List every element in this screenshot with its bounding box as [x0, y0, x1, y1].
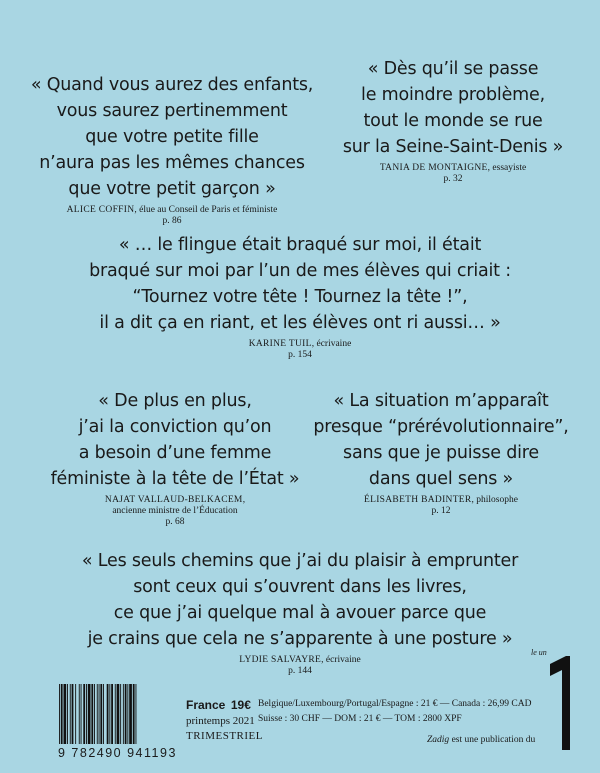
barcode-bar — [129, 684, 132, 744]
quote-line: sont ceux qui s’ouvrent dans les livres, — [133, 577, 467, 597]
quote-line: il a dit ça en riant, et les élèves ont ri aussi… » — [99, 313, 501, 333]
barcode-bar — [72, 684, 74, 744]
quote-attribution — [318, 163, 588, 185]
page-ref: p. 32 — [443, 174, 463, 184]
quote-text — [40, 548, 560, 652]
quote-line: a besoin d’une femme — [78, 443, 272, 463]
author-role: , écrivaine — [311, 339, 352, 349]
page-ref: p. 86 — [162, 216, 182, 226]
international-prices-line: Suisse : 30 CHF — DOM : 21 € — TOM : 2800 XPF — [258, 714, 462, 724]
page-ref: p. 154 — [288, 350, 312, 360]
le-un-logo — [532, 650, 580, 752]
barcode-bar — [94, 684, 95, 744]
barcode-bar — [133, 684, 135, 744]
quote-line: féministe à la tête de l’État » — [50, 469, 300, 489]
barcode-bar — [61, 684, 63, 744]
barcode-icon — [58, 684, 176, 744]
quote-line: « La situation m’apparaît — [333, 391, 549, 411]
international-prices — [258, 697, 531, 727]
quote-attribution — [40, 495, 310, 528]
barcode-bar — [115, 684, 116, 744]
author-role: , — [242, 495, 246, 505]
quote-line: sans que je puisse dire — [343, 443, 539, 463]
barcode-bar — [111, 684, 113, 744]
page-ref: p. 144 — [288, 666, 312, 676]
publisher-note — [427, 735, 535, 745]
quote-line: « De plus en plus, — [98, 391, 252, 411]
quote-line: que votre petite fille — [85, 127, 259, 147]
quote-line: ce que j’ai quelque mal à avouer parce que — [113, 603, 487, 623]
author-name: KARINE TUIL — [248, 339, 312, 349]
barcode-bar — [120, 684, 121, 744]
isbn-number: 9 782490 941193 — [58, 746, 177, 760]
barcode-bar — [123, 684, 124, 744]
quote-alice-coffin — [22, 72, 322, 227]
barcode-bar — [117, 684, 120, 744]
quote-line: j’ai la conviction qu’on — [78, 417, 272, 437]
quote-lydie-salvayre — [40, 548, 560, 677]
barcode-bar — [79, 684, 80, 744]
quote-line: dans quel sens » — [368, 469, 514, 489]
quote-line: je crains que cela ne s’apparente à une posture » — [87, 629, 513, 649]
quote-text — [318, 56, 588, 160]
author-role: , essayiste — [487, 163, 527, 173]
barcode-bar — [107, 684, 109, 744]
quote-najat-vallaud-belkacem — [40, 388, 310, 528]
publication-frequency: TRIMESTRIEL — [186, 730, 263, 742]
quote-text — [40, 388, 310, 492]
barcode-bar — [70, 684, 71, 744]
quote-line: le moindre problème, — [361, 85, 545, 105]
barcode-bar — [81, 684, 82, 744]
author-name: TANIA DE MONTAIGNE — [379, 163, 488, 173]
quote-tania-de-montaigne — [318, 56, 588, 185]
barcode-bar — [67, 684, 68, 744]
author-role: , élue au Conseil de Paris et féministe — [134, 205, 278, 215]
barcode-bar — [75, 684, 76, 744]
barcode-bar — [127, 684, 128, 744]
quote-line: « Dès qu’il se passe — [367, 59, 539, 79]
quote-text — [300, 388, 582, 492]
quote-karine-tuil — [40, 232, 560, 361]
barcode-bar — [83, 684, 85, 744]
author-role: , philosophe — [471, 495, 518, 505]
quote-line: « Les seuls chemins que j’ai du plaisir à emprunter — [81, 551, 519, 571]
quote-attribution — [22, 205, 322, 227]
barcode-bar — [86, 684, 87, 744]
publisher-name: Zadig — [427, 735, 450, 745]
quote-line: « Quand vous aurez des enfants, — [30, 75, 314, 95]
issue-season: printemps 2021 — [186, 715, 255, 727]
price-block — [186, 698, 263, 744]
barcode-bar — [64, 684, 67, 744]
barcode-bar — [100, 684, 102, 744]
quote-line: presque “prérévolutionnaire”, — [313, 417, 569, 437]
international-prices-line: Belgique/Luxembourg/Portugal/Espagne : 21 € — Canada : 26,99 CAD — [258, 699, 532, 709]
quote-text — [22, 72, 322, 202]
barcode-bar — [136, 684, 137, 744]
quote-line: vous saurez pertinemment — [56, 101, 288, 121]
publisher-note-text: est une publication du — [449, 735, 536, 745]
author-name: ALICE COFFIN — [66, 205, 135, 215]
quote-text — [40, 232, 560, 336]
quote-attribution — [40, 339, 560, 361]
barcode-bar — [109, 684, 110, 744]
barcode-bar — [88, 684, 91, 744]
quote-line: “Tournez votre tête ! Tournez la tête !”, — [132, 287, 468, 307]
quote-line: sur la Seine-Saint-Denis » — [342, 137, 564, 157]
quote-line: que votre petit garçon » — [68, 179, 276, 199]
author-name: LYDIE SALVAYRE — [239, 655, 322, 665]
barcode — [58, 684, 176, 744]
price-country: France — [186, 698, 226, 712]
price-amount: 19€ — [230, 698, 251, 712]
barcode-bar — [125, 684, 127, 744]
author-role-detail: ancienne ministre de l’Éducation — [112, 506, 238, 516]
page-ref: p. 12 — [431, 506, 451, 516]
barcode-bar — [99, 684, 100, 744]
barcode-bar — [97, 684, 98, 744]
author-role: , écrivaine — [321, 655, 361, 665]
barcode-bar — [103, 684, 104, 744]
quote-line: braqué sur moi par l’un de mes élèves qui criait : — [89, 261, 511, 281]
quote-line: « … le flingue était braqué sur moi, il était — [118, 235, 482, 255]
barcode-bar — [59, 684, 60, 744]
logo-wordmark: le un — [531, 648, 547, 657]
quote-line: n’aura pas les mêmes chances — [39, 153, 305, 173]
barcode-bar — [91, 684, 93, 744]
quote-attribution — [40, 655, 560, 677]
author-name: ÉLISABETH BADINTER — [364, 495, 472, 505]
quote-attribution — [300, 495, 582, 517]
quote-elisabeth-badinter — [300, 388, 582, 517]
author-name: NAJAT VALLAUD-BELKACEM — [104, 495, 243, 505]
quote-line: tout le monde se rue — [363, 111, 543, 131]
page-ref: p. 68 — [165, 517, 185, 527]
